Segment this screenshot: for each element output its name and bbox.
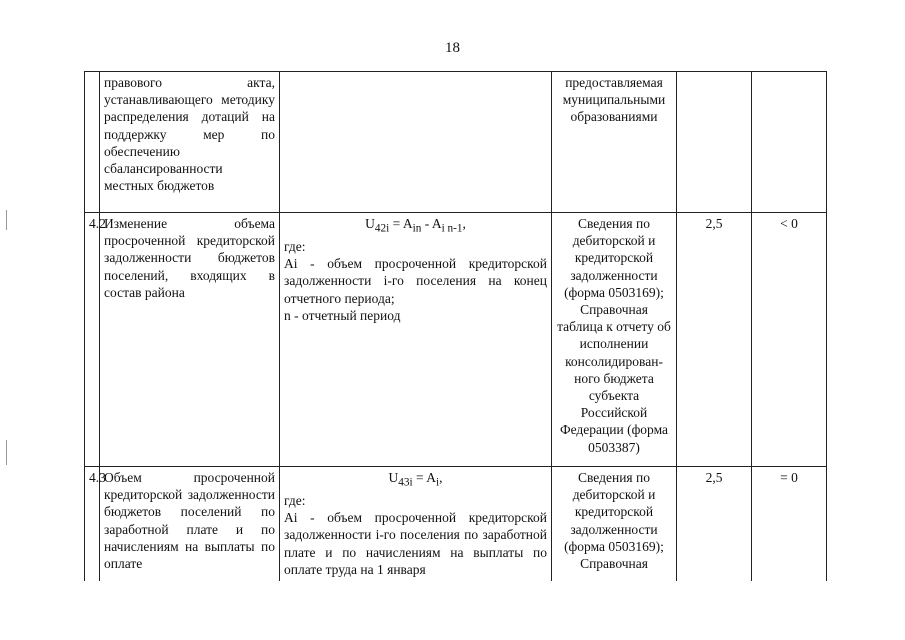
weight-value: 2,5 [677,467,752,617]
formula-definition: Ai - объем просроченной кредиторской задолженности i-го поселения по заработной плате и по начислениям на выплаты по оплате труда на 1 января [284,510,547,577]
data-source: предоставляемая муниципальными образованиями [552,72,677,213]
indicator-table [84,71,827,617]
table-row [85,213,827,467]
formula-where: где: [284,238,306,254]
table-row [85,72,827,213]
formula-definition: Ai - объем просроченной кредиторской задолженности i-го поселения на конец отчетного периода; [284,256,547,306]
criterion-value [752,72,827,213]
row-number: 4.2 [85,213,100,467]
indicator-name: Изменение объема просроченной кредиторской задолженности бюджетов поселений, входящих в состав района [100,213,280,467]
indicator-name: правового акта, устанавливающего методику распределения дотаций на поддержку мер по обеспечению сбалансированности местных бюджетов [100,72,280,213]
criterion-value: = 0 [752,467,827,617]
formula-definition: n - отчетный период [284,307,401,323]
formula-cell [280,72,552,213]
weight-value: 2,5 [677,213,752,467]
weight-value [677,72,752,213]
formula: $U_{43i} = A_i$, [388,470,443,489]
row-number [85,72,100,213]
scan-margin-mark [6,440,7,465]
formula: $U_{42i} = A_{in} - A_{i n-1}$, [365,216,466,235]
page-number: 18 [445,40,460,56]
scan-margin-mark [6,210,7,230]
row-number: 4.3 [85,467,100,617]
data-source: Сведения по дебиторской и кредиторской задолженности (форма 0503169); Справочная таблица к отчету об исполнении консолидирован-ного бюджета субъекта Российской Федерации (форма 0503387) [552,213,677,467]
indicator-name: Объем просроченной кредиторской задолженности бюджетов поселений по заработной плате и по начислениям на выплаты по оплате [100,467,280,617]
criterion-value: < 0 [752,213,827,467]
formula-where: где: [284,492,306,508]
data-source: Сведения по дебиторской и кредиторской задолженности (форма 0503169); Справочная [552,467,677,617]
page-cutoff [0,581,905,640]
formula-cell [280,213,552,467]
